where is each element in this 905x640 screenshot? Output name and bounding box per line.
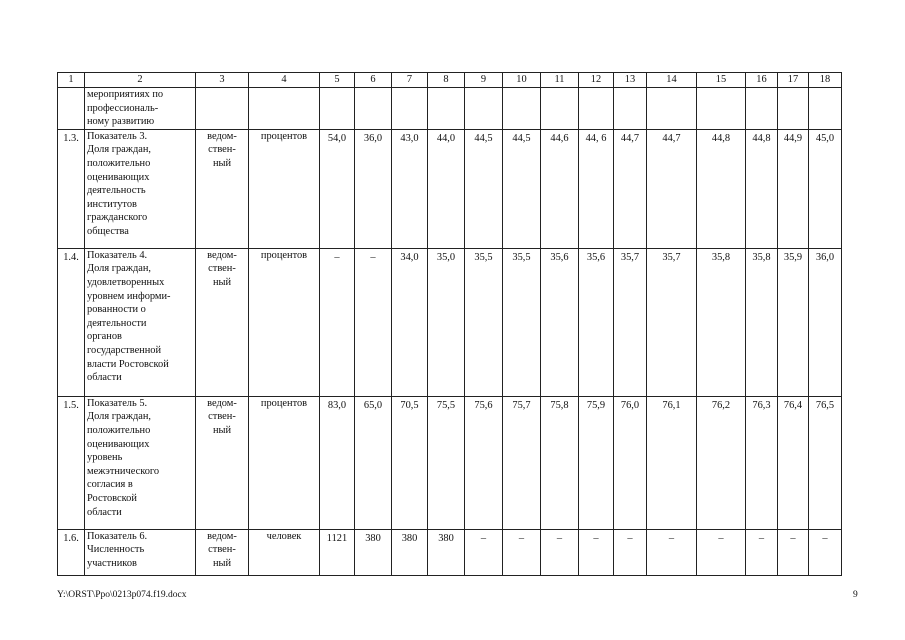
value-cell: 36,0	[809, 248, 842, 396]
value-cell: 35,5	[503, 248, 541, 396]
value-cell: 75,7	[503, 396, 541, 529]
value-cell: 75,8	[541, 396, 579, 529]
value-cell: 35,6	[541, 248, 579, 396]
value-cell: –	[746, 529, 778, 575]
row-number-cell: 1.4.	[58, 248, 85, 396]
value-cell: 54,0	[320, 129, 355, 248]
value-cell: 35,8	[697, 248, 746, 396]
column-number-header: 13	[614, 73, 647, 88]
value-cell: 35,9	[778, 248, 809, 396]
indicator-name-cell: Показатель 6. Численность участников	[85, 529, 196, 575]
indicator-name-cell: Показатель 5. Доля граждан, положительно оценивающих уровень межэтнического согласия в Ростовской области	[85, 396, 196, 529]
value-cell	[809, 88, 842, 130]
value-cell: –	[614, 529, 647, 575]
column-number-header: 4	[249, 73, 320, 88]
value-cell: 44,8	[697, 129, 746, 248]
value-cell	[697, 88, 746, 130]
unit-cell: процентов	[249, 129, 320, 248]
value-cell	[614, 88, 647, 130]
table-header-row	[58, 73, 842, 88]
value-cell: 380	[355, 529, 392, 575]
indicators-table	[57, 72, 842, 576]
value-cell: 380	[428, 529, 465, 575]
value-cell: 75,6	[465, 396, 503, 529]
column-number-header: 1	[58, 73, 85, 88]
value-cell: –	[541, 529, 579, 575]
column-number-header: 3	[196, 73, 249, 88]
value-cell	[465, 88, 503, 130]
value-cell: 44,7	[614, 129, 647, 248]
value-cell	[579, 88, 614, 130]
value-cell: 76,1	[647, 396, 697, 529]
indicator-name-cell: Показатель 4. Доля граждан, удовлетворенных уровнем информи- рованности о деятельности органов государственной власти Ростовской области	[85, 248, 196, 396]
value-cell: 44,6	[541, 129, 579, 248]
table-row	[58, 396, 842, 529]
unit-cell	[249, 88, 320, 130]
value-cell	[428, 88, 465, 130]
footer-file-path: Y:\ORST\Ppo\0213p074.f19.docx	[57, 590, 187, 600]
value-cell: 65,0	[355, 396, 392, 529]
value-cell: –	[579, 529, 614, 575]
value-cell: 34,0	[392, 248, 428, 396]
table-row	[58, 88, 842, 130]
indicator-name-cell: Показатель 3. Доля граждан, положительно оценивающих деятельность институтов гражданского общества	[85, 129, 196, 248]
column-number-header: 7	[392, 73, 428, 88]
column-number-header: 17	[778, 73, 809, 88]
value-cell: 44,5	[465, 129, 503, 248]
value-cell: 76,2	[697, 396, 746, 529]
value-cell: 35,5	[465, 248, 503, 396]
value-cell: 76,3	[746, 396, 778, 529]
value-cell: 76,4	[778, 396, 809, 529]
value-cell: 380	[392, 529, 428, 575]
table-row	[58, 248, 842, 396]
unit-cell: процентов	[249, 248, 320, 396]
value-cell: 1121	[320, 529, 355, 575]
page-number: 9	[853, 590, 858, 600]
value-cell: 44,5	[503, 129, 541, 248]
table-row	[58, 529, 842, 575]
unit-cell: процентов	[249, 396, 320, 529]
column-number-header: 11	[541, 73, 579, 88]
value-cell: 44,0	[428, 129, 465, 248]
value-cell: 44, 6	[579, 129, 614, 248]
value-cell	[320, 88, 355, 130]
value-cell: 70,5	[392, 396, 428, 529]
value-cell	[778, 88, 809, 130]
value-cell: –	[697, 529, 746, 575]
value-cell: –	[503, 529, 541, 575]
value-cell	[503, 88, 541, 130]
row-number-cell	[58, 88, 85, 130]
value-cell: 35,6	[579, 248, 614, 396]
value-cell: 44,8	[746, 129, 778, 248]
value-cell: 35,8	[746, 248, 778, 396]
value-cell	[541, 88, 579, 130]
value-cell: –	[809, 529, 842, 575]
value-cell: 76,0	[614, 396, 647, 529]
table-row	[58, 129, 842, 248]
value-cell: 83,0	[320, 396, 355, 529]
column-number-header: 18	[809, 73, 842, 88]
column-number-header: 9	[465, 73, 503, 88]
indicator-name-cell: мероприятиях по профессиональ- ному развитию	[85, 88, 196, 130]
row-number-cell: 1.5.	[58, 396, 85, 529]
value-cell: 43,0	[392, 129, 428, 248]
column-number-header: 2	[85, 73, 196, 88]
value-cell: 44,7	[647, 129, 697, 248]
row-number-cell: 1.6.	[58, 529, 85, 575]
value-cell	[746, 88, 778, 130]
source-cell: ведом- ствен- ный	[196, 248, 249, 396]
value-cell: –	[320, 248, 355, 396]
source-cell	[196, 88, 249, 130]
value-cell	[647, 88, 697, 130]
value-cell	[392, 88, 428, 130]
column-number-header: 6	[355, 73, 392, 88]
value-cell: –	[778, 529, 809, 575]
value-cell: 75,9	[579, 396, 614, 529]
source-cell: ведом- ствен- ный	[196, 396, 249, 529]
source-cell: ведом- ствен- ный	[196, 529, 249, 575]
value-cell: –	[465, 529, 503, 575]
column-number-header: 8	[428, 73, 465, 88]
column-number-header: 15	[697, 73, 746, 88]
column-number-header: 5	[320, 73, 355, 88]
column-number-header: 16	[746, 73, 778, 88]
value-cell: 35,0	[428, 248, 465, 396]
source-cell: ведом- ствен- ный	[196, 129, 249, 248]
column-number-header: 12	[579, 73, 614, 88]
value-cell: 76,5	[809, 396, 842, 529]
unit-cell: человек	[249, 529, 320, 575]
value-cell: 35,7	[614, 248, 647, 396]
column-number-header: 10	[503, 73, 541, 88]
row-number-cell: 1.3.	[58, 129, 85, 248]
value-cell: 36,0	[355, 129, 392, 248]
value-cell: 35,7	[647, 248, 697, 396]
value-cell: 75,5	[428, 396, 465, 529]
value-cell: 44,9	[778, 129, 809, 248]
column-number-header: 14	[647, 73, 697, 88]
value-cell: –	[647, 529, 697, 575]
value-cell	[355, 88, 392, 130]
value-cell: 45,0	[809, 129, 842, 248]
value-cell: –	[355, 248, 392, 396]
